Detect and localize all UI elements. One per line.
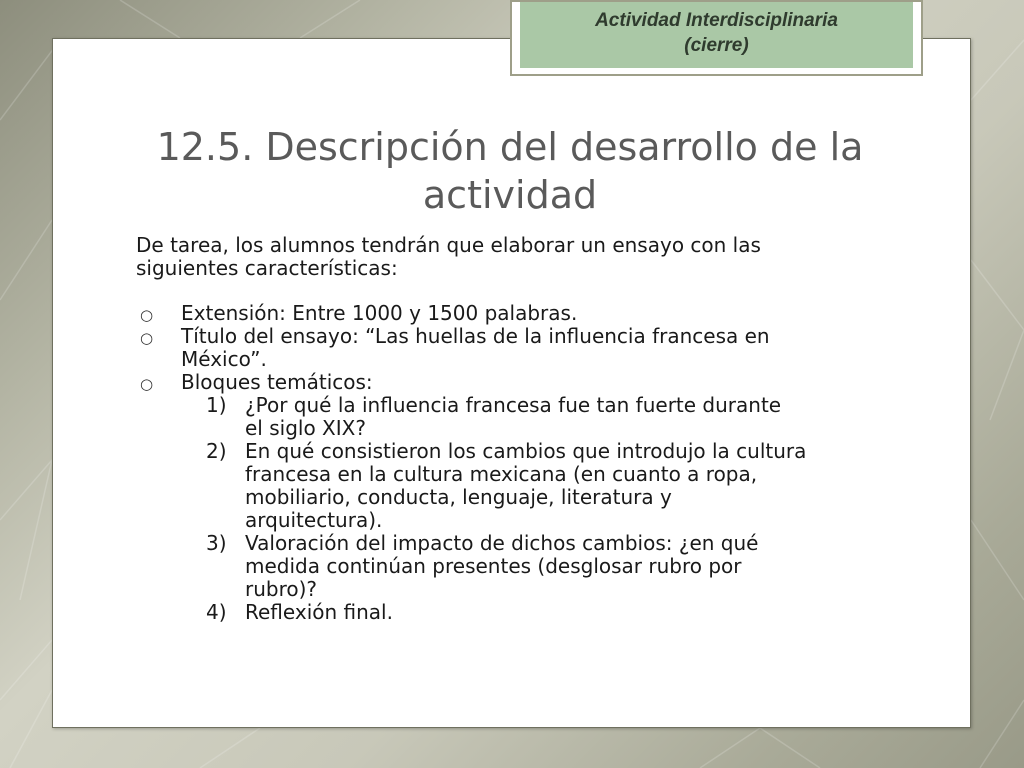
sublist-line: ¿Por qué la influencia francesa fue tan fuerte durante [245,393,782,417]
bullet-list [136,302,916,624]
bullet-item-extension [136,302,916,325]
sublist-number: 1) [206,393,227,417]
intro-paragraph [136,234,916,280]
slide-body [136,234,916,624]
sublist-line: rubro)? [245,577,318,601]
numbered-sublist [181,394,916,624]
slide-title [100,123,920,219]
slide-title-line-2: actividad [422,173,598,218]
bullet-item-title [136,325,916,371]
bullet-item-blocks [136,371,916,624]
bullet-line: México”. [181,347,267,371]
sublist-line: francesa en la cultura mexicana (en cuanto a ropa, [245,462,758,486]
bullet-line: Extensión: Entre 1000 y 1500 palabras. [181,301,578,325]
sublist-number: 4) [206,600,227,624]
intro-line-2: siguientes características: [136,256,398,280]
header-tag-line-2: (cierre) [684,35,749,56]
sublist-item-2 [181,440,916,532]
intro-line-1: De tarea, los alumnos tendrán que elaborar un ensayo con las [136,233,761,257]
sublist-line: mobiliario, conducta, lenguaje, literatura y [245,485,672,509]
sublist-line: Reflexión final. [245,600,393,624]
sublist-line: Valoración del impacto de dichos cambios: ¿en qué [245,531,759,555]
sublist-line: medida continúan presentes (desglosar rubro por [245,554,742,578]
sublist-number: 3) [206,531,227,555]
sublist-line: En qué consistieron los cambios que introdujo la cultura [245,439,807,463]
header-tag [510,0,923,76]
sublist-line: el siglo XIX? [245,416,366,440]
circle-bullet-icon: ○ [140,306,154,324]
sublist-item-1 [181,394,916,440]
sublist-line: arquitectura). [245,508,383,532]
sublist-item-4 [181,601,916,624]
circle-bullet-icon: ○ [140,329,154,347]
bullet-line: Bloques temáticos: [181,370,373,394]
slide-title-line-1: 12.5. Descripción del desarrollo de la [156,125,864,170]
bullet-line: Título del ensayo: “Las huellas de la influencia francesa en [181,324,770,348]
sublist-number: 2) [206,439,227,463]
circle-bullet-icon: ○ [140,375,154,393]
header-tag-label [520,2,913,68]
header-tag-line-1: Actividad Interdisciplinaria [595,10,838,31]
sublist-item-3 [181,532,916,601]
